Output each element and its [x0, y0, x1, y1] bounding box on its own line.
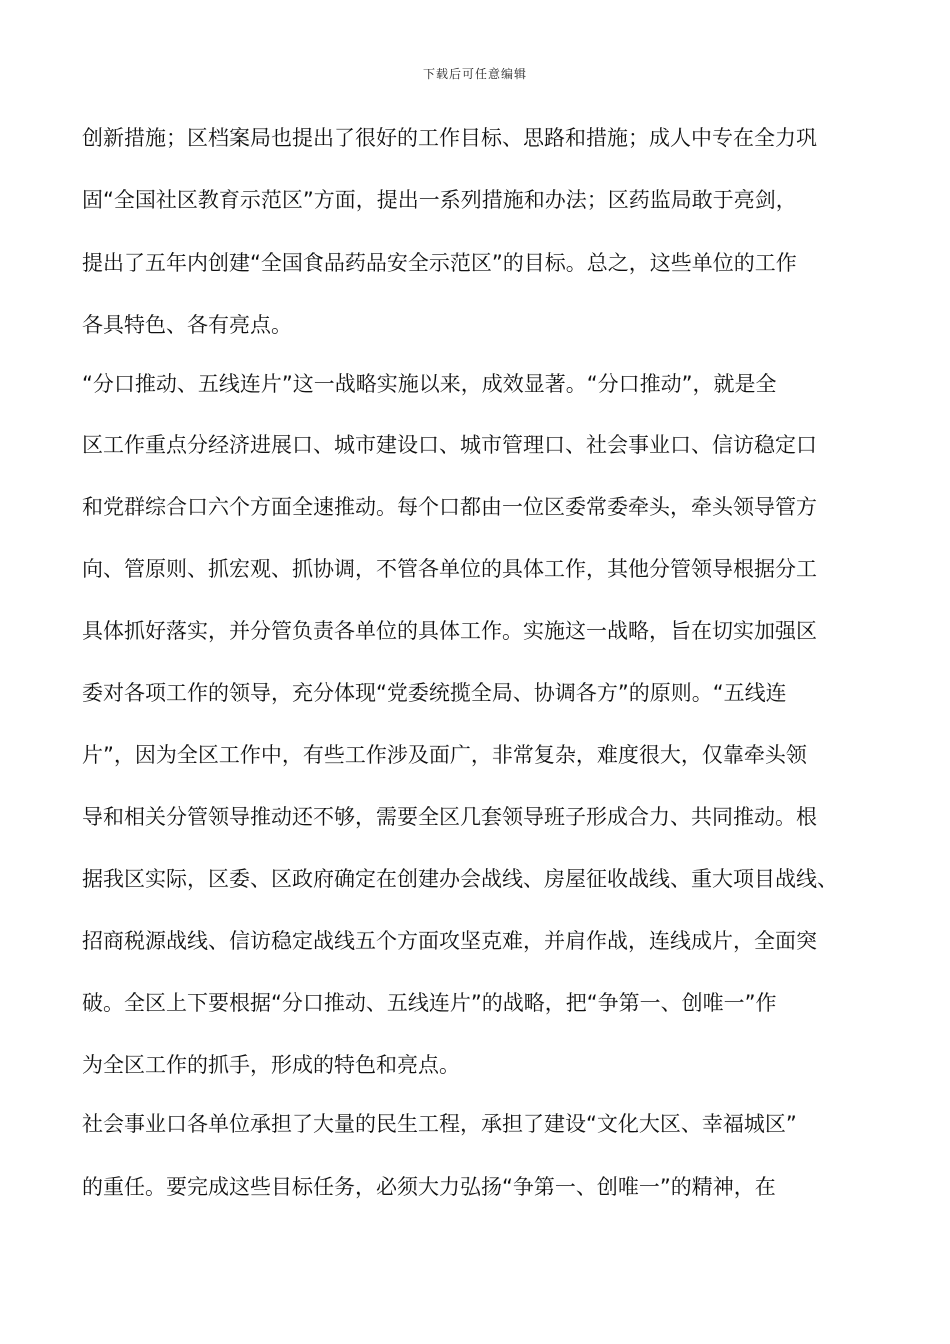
text-line: 导和相关分管领导推动还不够，需要全区几套领导班子形成合力、共同推动。根	[82, 805, 817, 829]
page-header: 下载后可任意编辑	[422, 67, 527, 81]
text-line: 向、管原则、抓宏观、抓协调，不管各单位的具体工作，其他分管领导根据分工	[82, 557, 817, 581]
text-line: 和党群综合口六个方面全速推动。每个口都由一位区委常委牵头，牵头领导管方	[82, 495, 817, 519]
text-line: 提出了五年内创建“全国食品药品安全示范区”的目标。总之，这些单位的工作	[82, 251, 797, 275]
text-line: 社会事业口各单位承担了大量的民生工程，承担了建设“文化大区、幸福城区”	[82, 1112, 797, 1136]
text-line: 招商税源战线、信访稳定战线五个方面攻坚克难，并肩作战，连线成片，全面突	[82, 929, 817, 953]
text-line: 片”，因为全区工作中，有些工作涉及面广，非常复杂，难度很大，仅靠牵头领	[82, 743, 807, 767]
text-line: 区工作重点分经济进展口、城市建设口、城市管理口、社会事业口、信访稳定口	[82, 433, 817, 457]
text-line: 委对各项工作的领导，充分体现“党委统揽全局、协调各方”的原则。“五线连	[82, 681, 787, 705]
text-line: 破。全区上下要根据“分口推动、五线连片”的战略，把“争第一、创唯一”作	[82, 991, 777, 1015]
text-line: 据我区实际，区委、区政府确定在创建办会战线、房屋征收战线、重大项目战线、	[82, 867, 838, 891]
text-line: 固“全国社区教育示范区”方面，提出一系列措施和办法；区药监局敢于亮剑，	[82, 188, 797, 212]
text-line: 各具特色、各有亮点。	[82, 313, 292, 337]
text-line: 为全区工作的抓手，形成的特色和亮点。	[82, 1053, 460, 1077]
text-line: 创新措施；区档案局也提出了很好的工作目标、思路和措施；成人中专在全力巩	[82, 126, 817, 150]
text-line: 具体抓好落实，并分管负责各单位的具体工作。实施这一战略，旨在切实加强区	[82, 619, 817, 643]
text-line: 的重任。要完成这些目标任务，必须大力弘扬“争第一、创唯一”的精神，在	[82, 1175, 776, 1199]
text-line: “分口推动、五线连片”这一战略实施以来，成效显著。“分口推动”，就是全	[82, 372, 777, 396]
